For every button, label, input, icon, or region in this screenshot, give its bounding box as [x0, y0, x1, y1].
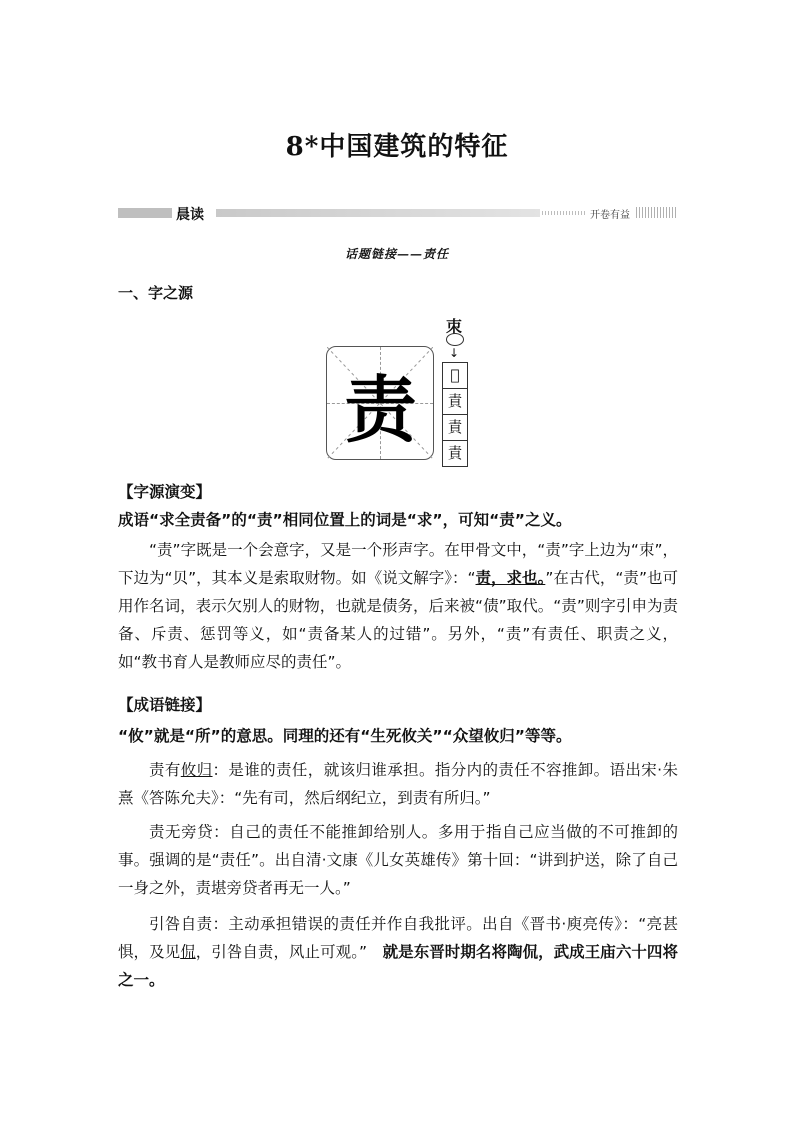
idiom-1-body: ：是谁的责任，就该归谁承担。指分内的责任不容推卸。语出宋·朱熹《答陈允夫》：“先有司，然后纲纪立，到责有所归。” — [118, 761, 678, 807]
arrow-down-icon: ↓ — [448, 346, 460, 360]
idiom-3-head: 引咎自责：主动承担错误的责任并作自我批评。出自《晋书·庾亮传》：“亮甚惧，及见 — [118, 915, 678, 961]
evolution-forms — [442, 362, 468, 467]
page-title: 8*中国建筑的特征 — [285, 132, 509, 162]
evolution-form: 責 — [447, 444, 463, 462]
band-right-label: 开卷有益 — [590, 210, 630, 221]
idiom-3-note: 就是东晋时期名将陶侃，武成王庙六十四将之一。 — [118, 943, 678, 989]
band-left-bar — [118, 208, 172, 218]
idiom-3-underlined: 侃 — [180, 943, 196, 961]
idioms-lead: “攸”就是“所”的意思。同理的还有“生死攸关”“众望攸归”等等。 — [118, 727, 572, 745]
evolution-form: 𠕽 — [443, 363, 467, 389]
section-heading: 一、字之源 — [118, 284, 194, 302]
band-ticks — [636, 207, 676, 218]
evolution-lead: 成语“求全责备”的“责”相同位置上的词是“求”，可知“责”之义。 — [118, 511, 572, 529]
topic-link: 话题链接——责任 — [344, 247, 449, 261]
band-dots — [542, 211, 586, 215]
band-label: 晨读 — [176, 207, 204, 223]
band-gradient-bar — [216, 209, 540, 217]
idiom-3-body: ，引咎自责，风止可观。” — [195, 943, 383, 961]
idiom-1-underlined: 攸归 — [180, 761, 213, 779]
evolution-top-form: 朿 — [445, 317, 462, 336]
shuowen-quote: 责，求也。 — [475, 569, 546, 587]
evolution-text-after: ”在古代，“责”也可用作名词，表示欠别人的财物，也就是债务，后来被“债”取代。“责”则字引申为责备、斥责、惩罚等义，如“责备某人的过错”。另外，“责”有责任、职责之义，如“教书育人是教师应尽的责任”。 — [118, 569, 678, 671]
evolution-heading: 【字源演变】 — [118, 483, 212, 501]
idioms-heading: 【成语链接】 — [118, 696, 212, 714]
evolution-paragraph — [118, 536, 678, 676]
evolution-form: 責 — [443, 415, 467, 441]
idiom-1-head: 责有 — [149, 761, 181, 779]
main-character: 责 — [344, 366, 417, 452]
evolution-text-before: “责”字既是一个会意字，又是一个形声字。在甲骨文中，“责”字上边为“朿”，下边为“贝”，其本义是索取财物。如《说文解字》：“ — [118, 541, 678, 587]
idiom-entry — [118, 910, 678, 994]
evolution-form: 責 — [443, 389, 467, 415]
idiom-entry — [118, 756, 678, 812]
idiom-entry: 责无旁贷：自己的责任不能推卸给别人。多用于指自己应当做的不可推卸的事。强调的是“责任”。出自清·文康《儿女英雄传》第十回：“讲到护送，除了自己一身之外，责堪旁贷者再无一人。” — [118, 823, 678, 897]
